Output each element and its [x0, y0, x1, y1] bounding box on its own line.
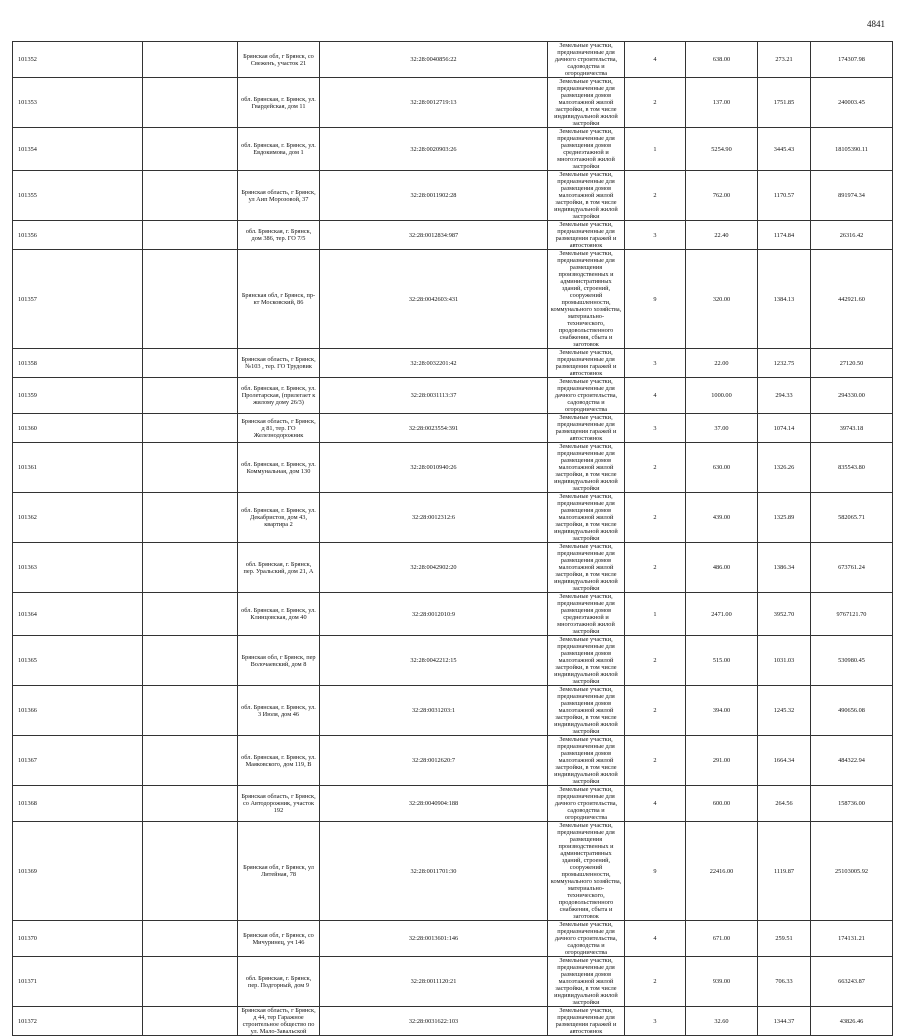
- row-number: 101353: [13, 78, 143, 128]
- cadastral-value-cell: 174131.21: [811, 921, 893, 957]
- land-use-cell: Земельные участки, предназначенные для размещения гаражей и автостоянок: [548, 221, 625, 250]
- address-cell: обл. Брянская, г. Брянск, ул. Декабристов, дом 43, квартира 2: [238, 493, 320, 543]
- row-number: 101355: [13, 171, 143, 221]
- land-use-cell: Земельные участки, предназначенные для размещения домов малоэтажной жилой застройки, в том числе индивидуальной жилой застройки: [548, 636, 625, 686]
- specific-value-cell: 1384.13: [758, 250, 811, 349]
- specific-value-cell: 3445.43: [758, 128, 811, 171]
- row-number: 101366: [13, 686, 143, 736]
- table-row: [13, 171, 893, 221]
- cadastral-value-cell: 26316.42: [811, 221, 893, 250]
- row-number: 101368: [13, 786, 143, 822]
- cadastral-number-cell: 32:28:0042603:431: [320, 250, 548, 349]
- area-cell: 638.00: [686, 42, 758, 78]
- address-cell: обл. Брянская, г. Брянск, ул. Коммунальная, дом 130: [238, 443, 320, 493]
- cadastral-value-cell: 158736.00: [811, 786, 893, 822]
- row-number: 101370: [13, 921, 143, 957]
- empty-cell: [143, 1007, 238, 1036]
- group-cell: 1: [625, 128, 686, 171]
- row-number: 101362: [13, 493, 143, 543]
- land-use-cell: Земельные участки, предназначенные для размещения гаражей и автостоянок: [548, 1007, 625, 1036]
- row-number: 101356: [13, 221, 143, 250]
- specific-value-cell: 294.33: [758, 378, 811, 414]
- empty-cell: [143, 171, 238, 221]
- cadastral-number-cell: 32:28:0011902:28: [320, 171, 548, 221]
- group-cell: 2: [625, 636, 686, 686]
- table-row: [13, 957, 893, 1007]
- cadastral-value-cell: 891974.34: [811, 171, 893, 221]
- area-cell: 439.00: [686, 493, 758, 543]
- specific-value-cell: 1326.26: [758, 443, 811, 493]
- area-cell: 762.00: [686, 171, 758, 221]
- land-use-cell: Земельные участки, предназначенные для размещения домов среднеэтажной и многоэтажной жилой застройки: [548, 593, 625, 636]
- table-row: [13, 78, 893, 128]
- land-use-cell: Земельные участки, предназначенные для дачного строительства, садоводства и огородничества: [548, 786, 625, 822]
- table-row: [13, 921, 893, 957]
- area-cell: 486.00: [686, 543, 758, 593]
- specific-value-cell: 259.51: [758, 921, 811, 957]
- land-use-cell: Земельные участки, предназначенные для размещения гаражей и автостоянок: [548, 349, 625, 378]
- table-row: [13, 378, 893, 414]
- land-use-cell: Земельные участки, предназначенные для размещения домов малоэтажной жилой застройки, в том числе индивидуальной жилой застройки: [548, 736, 625, 786]
- address-cell: обл. Брянская, г. Брянск, ул. Евдокимова, дом 1: [238, 128, 320, 171]
- address-cell: Брянская обл, г Брянск, пр-кт Московский, 86: [238, 250, 320, 349]
- area-cell: 22416.00: [686, 822, 758, 921]
- cadastral-number-cell: 32:28:0020903:26: [320, 128, 548, 171]
- address-cell: обл. Брянская, г. Брянск, ул. Маяковского, дом 119, В: [238, 736, 320, 786]
- row-number: 101359: [13, 378, 143, 414]
- cadastral-value-cell: 663243.87: [811, 957, 893, 1007]
- land-use-cell: Земельные участки, предназначенные для размещения домов малоэтажной жилой застройки, в том числе индивидуальной жилой застройки: [548, 78, 625, 128]
- address-cell: Брянская область, г Брянск, ул Аип Морозовой, 37: [238, 171, 320, 221]
- land-use-cell: Земельные участки, предназначенные для дачного строительства, садоводства и огородничества: [548, 921, 625, 957]
- area-cell: 37.00: [686, 414, 758, 443]
- empty-cell: [143, 593, 238, 636]
- specific-value-cell: 1174.84: [758, 221, 811, 250]
- cadastral-value-cell: 673761.24: [811, 543, 893, 593]
- group-cell: 3: [625, 349, 686, 378]
- specific-value-cell: 1386.34: [758, 543, 811, 593]
- address-cell: Брянская обл, г Брянск, ул Литейная, 78: [238, 822, 320, 921]
- address-cell: Брянская область, г Брянск, со Автодорожник, участок 192: [238, 786, 320, 822]
- empty-cell: [143, 736, 238, 786]
- row-number: 101352: [13, 42, 143, 78]
- cadastral-value-cell: 25103005.92: [811, 822, 893, 921]
- table-row: [13, 128, 893, 171]
- empty-cell: [143, 221, 238, 250]
- area-cell: 22.40: [686, 221, 758, 250]
- empty-cell: [143, 443, 238, 493]
- empty-cell: [143, 636, 238, 686]
- land-use-cell: Земельные участки, предназначенные для дачного строительства, садоводства и огородничества: [548, 42, 625, 78]
- empty-cell: [143, 921, 238, 957]
- cadastral-number-cell: 32:28:0042902:20: [320, 543, 548, 593]
- cadastral-number-cell: 32:28:0012312:6: [320, 493, 548, 543]
- row-number: 101361: [13, 443, 143, 493]
- land-use-cell: Земельные участки, предназначенные для размещения гаражей и автостоянок: [548, 414, 625, 443]
- empty-cell: [143, 493, 238, 543]
- page-number: 4841: [867, 19, 885, 29]
- group-cell: 3: [625, 1007, 686, 1036]
- table-row: [13, 1007, 893, 1036]
- table-row: [13, 443, 893, 493]
- area-cell: 600.00: [686, 786, 758, 822]
- area-cell: 515.00: [686, 636, 758, 686]
- specific-value-cell: 1751.85: [758, 78, 811, 128]
- row-number: 101364: [13, 593, 143, 636]
- group-cell: 9: [625, 822, 686, 921]
- empty-cell: [143, 414, 238, 443]
- address-cell: Брянская область, г Брянск, д 44, тер Гаражное строительное общество по ул. Мало-Завальской: [238, 1007, 320, 1036]
- row-number: 101369: [13, 822, 143, 921]
- cadastral-number-cell: 32:28:0031113:37: [320, 378, 548, 414]
- address-cell: Брянская обл, г Брянск, пер Волочаевский, дом 8: [238, 636, 320, 686]
- cadastral-value-table: [12, 41, 893, 1036]
- empty-cell: [143, 822, 238, 921]
- cadastral-value-cell: 39743.18: [811, 414, 893, 443]
- address-cell: Брянская область, г Брянск, №103 , тер. ГО Трудовик: [238, 349, 320, 378]
- group-cell: 2: [625, 686, 686, 736]
- specific-value-cell: 1245.32: [758, 686, 811, 736]
- land-use-cell: Земельные участки, предназначенные для размещения производственных и административных зданий, строений, сооружений промышленности, коммунального хозяйства, материально-технического, продовольственного снабжения, сбыта и заготовок: [548, 250, 625, 349]
- table-row: [13, 493, 893, 543]
- group-cell: 3: [625, 414, 686, 443]
- empty-cell: [143, 349, 238, 378]
- specific-value-cell: 1344.37: [758, 1007, 811, 1036]
- table-row: [13, 822, 893, 921]
- cadastral-number-cell: 32:28:0011701:30: [320, 822, 548, 921]
- land-use-cell: Земельные участки, предназначенные для размещения домов малоэтажной жилой застройки, в том числе индивидуальной жилой застройки: [548, 443, 625, 493]
- table-row: [13, 543, 893, 593]
- empty-cell: [143, 250, 238, 349]
- cadastral-number-cell: 32:28:0012010:9: [320, 593, 548, 636]
- land-use-cell: Земельные участки, предназначенные для дачного строительства, садоводства и огородничества: [548, 378, 625, 414]
- cadastral-number-cell: 32:28:0010940:26: [320, 443, 548, 493]
- group-cell: 2: [625, 543, 686, 593]
- cadastral-number-cell: 32:28:0040904:188: [320, 786, 548, 822]
- table-row: [13, 221, 893, 250]
- group-cell: 2: [625, 957, 686, 1007]
- table-row: [13, 349, 893, 378]
- land-use-cell: Земельные участки, предназначенные для размещения домов малоэтажной жилой застройки, в том числе индивидуальной жилой застройки: [548, 957, 625, 1007]
- cadastral-number-cell: 32:28:0042212:15: [320, 636, 548, 686]
- row-number: 101360: [13, 414, 143, 443]
- land-use-cell: Земельные участки, предназначенные для размещения домов среднеэтажной и многоэтажной жилой застройки: [548, 128, 625, 171]
- table-row: [13, 42, 893, 78]
- table-row: [13, 250, 893, 349]
- group-cell: 4: [625, 378, 686, 414]
- address-cell: обл. Брянская, г. Брянск, пер. Подгорный, дом 9: [238, 957, 320, 1007]
- group-cell: 1: [625, 593, 686, 636]
- empty-cell: [143, 78, 238, 128]
- land-use-cell: Земельные участки, предназначенные для размещения домов малоэтажной жилой застройки, в том числе индивидуальной жилой застройки: [548, 493, 625, 543]
- address-cell: Брянская область, г Брянск, д 81, тер. ГО Железнодорожник: [238, 414, 320, 443]
- cadastral-value-cell: 490656.08: [811, 686, 893, 736]
- table-row: [13, 786, 893, 822]
- empty-cell: [143, 128, 238, 171]
- area-cell: 291.00: [686, 736, 758, 786]
- row-number: 101365: [13, 636, 143, 686]
- area-cell: 939.00: [686, 957, 758, 1007]
- cadastral-number-cell: 32:28:0012620:7: [320, 736, 548, 786]
- area-cell: 671.00: [686, 921, 758, 957]
- specific-value-cell: 1170.57: [758, 171, 811, 221]
- cadastral-value-cell: 174307.98: [811, 42, 893, 78]
- area-cell: 2471.00: [686, 593, 758, 636]
- area-cell: 1000.00: [686, 378, 758, 414]
- row-number: 101357: [13, 250, 143, 349]
- empty-cell: [143, 686, 238, 736]
- cadastral-value-cell: 294330.00: [811, 378, 893, 414]
- table-row: [13, 414, 893, 443]
- cadastral-number-cell: 32:28:0031203:1: [320, 686, 548, 736]
- land-use-cell: Земельные участки, предназначенные для размещения производственных и административных зданий, строений, сооружений промышленности, коммунального хозяйства, материально-технического, продовольственного снабжения, сбыта и заготовок: [548, 822, 625, 921]
- group-cell: 2: [625, 443, 686, 493]
- area-cell: 320.00: [686, 250, 758, 349]
- cadastral-value-cell: 240003.45: [811, 78, 893, 128]
- empty-cell: [143, 378, 238, 414]
- row-number: 101363: [13, 543, 143, 593]
- group-cell: 4: [625, 786, 686, 822]
- address-cell: обл. Брянская, г. Брянск, пер. Уральский, дом 21, А: [238, 543, 320, 593]
- row-number: 101354: [13, 128, 143, 171]
- area-cell: 630.00: [686, 443, 758, 493]
- address-cell: Брянская обл, г Брянск, со Мичуринец, уч 146: [238, 921, 320, 957]
- group-cell: 3: [625, 221, 686, 250]
- table-body: [13, 42, 893, 1036]
- group-cell: 2: [625, 78, 686, 128]
- area-cell: 5254.90: [686, 128, 758, 171]
- address-cell: Брянская обл, г Брянск, со Свеженъ, участок 21: [238, 42, 320, 78]
- area-cell: 22.00: [686, 349, 758, 378]
- cadastral-number-cell: 32:28:0040856:22: [320, 42, 548, 78]
- table-row: [13, 686, 893, 736]
- cadastral-number-cell: 32:28:0032201:42: [320, 349, 548, 378]
- specific-value-cell: 1664.34: [758, 736, 811, 786]
- row-number: 101372: [13, 1007, 143, 1036]
- address-cell: обл. Брянская, г. Брянск, ул. Гвардейская, дом 11: [238, 78, 320, 128]
- cadastral-number-cell: 32:28:0031622:103: [320, 1007, 548, 1036]
- cadastral-value-cell: 442921.60: [811, 250, 893, 349]
- specific-value-cell: 264.56: [758, 786, 811, 822]
- table-row: [13, 593, 893, 636]
- land-use-cell: Земельные участки, предназначенные для размещения домов малоэтажной жилой застройки, в том числе индивидуальной жилой застройки: [548, 686, 625, 736]
- area-cell: 137.00: [686, 78, 758, 128]
- cadastral-number-cell: 32:28:0012834:987: [320, 221, 548, 250]
- cadastral-number-cell: 32:28:0011120:21: [320, 957, 548, 1007]
- empty-cell: [143, 957, 238, 1007]
- address-cell: обл. Брянская, г. Брянск, ул. Пролетарская, (прилегает к жилому дому 26/3): [238, 378, 320, 414]
- cadastral-number-cell: 32:28:0013601:146: [320, 921, 548, 957]
- specific-value-cell: 273.21: [758, 42, 811, 78]
- specific-value-cell: 1325.89: [758, 493, 811, 543]
- cadastral-number-cell: 32:28:0012719:13: [320, 78, 548, 128]
- group-cell: 2: [625, 493, 686, 543]
- cadastral-value-cell: 835543.80: [811, 443, 893, 493]
- area-cell: 32.60: [686, 1007, 758, 1036]
- table-row: [13, 736, 893, 786]
- land-use-cell: Земельные участки, предназначенные для размещения домов малоэтажной жилой застройки, в том числе индивидуальной жилой застройки: [548, 171, 625, 221]
- table-row: [13, 636, 893, 686]
- empty-cell: [143, 543, 238, 593]
- specific-value-cell: 706.33: [758, 957, 811, 1007]
- land-use-cell: Земельные участки, предназначенные для размещения домов малоэтажной жилой застройки, в том числе индивидуальной жилой застройки: [548, 543, 625, 593]
- specific-value-cell: 1232.75: [758, 349, 811, 378]
- cadastral-value-cell: 9767121.70: [811, 593, 893, 636]
- address-cell: обл. Брянская, г. Брянск, ул. 3 Июля, дом 46: [238, 686, 320, 736]
- cadastral-value-cell: 27120.50: [811, 349, 893, 378]
- cadastral-value-cell: 484322.94: [811, 736, 893, 786]
- area-cell: 394.00: [686, 686, 758, 736]
- group-cell: 4: [625, 42, 686, 78]
- cadastral-value-cell: 530980.45: [811, 636, 893, 686]
- address-cell: обл. Брянская, г. Брянск, ул. Клинцовская, дом 40: [238, 593, 320, 636]
- row-number: 101358: [13, 349, 143, 378]
- specific-value-cell: 1119.87: [758, 822, 811, 921]
- group-cell: 9: [625, 250, 686, 349]
- cadastral-value-cell: 43826.46: [811, 1007, 893, 1036]
- group-cell: 4: [625, 921, 686, 957]
- group-cell: 2: [625, 736, 686, 786]
- row-number: 101367: [13, 736, 143, 786]
- empty-cell: [143, 42, 238, 78]
- specific-value-cell: 1074.14: [758, 414, 811, 443]
- cadastral-value-cell: 18105390.11: [811, 128, 893, 171]
- empty-cell: [143, 786, 238, 822]
- row-number: 101371: [13, 957, 143, 1007]
- cadastral-number-cell: 32:28:0023554:391: [320, 414, 548, 443]
- address-cell: обл. Брянская, г. Брянск, дом 386, тер. ГО 7/5: [238, 221, 320, 250]
- group-cell: 2: [625, 171, 686, 221]
- specific-value-cell: 1031.03: [758, 636, 811, 686]
- cadastral-value-cell: 582065.71: [811, 493, 893, 543]
- specific-value-cell: 3952.70: [758, 593, 811, 636]
